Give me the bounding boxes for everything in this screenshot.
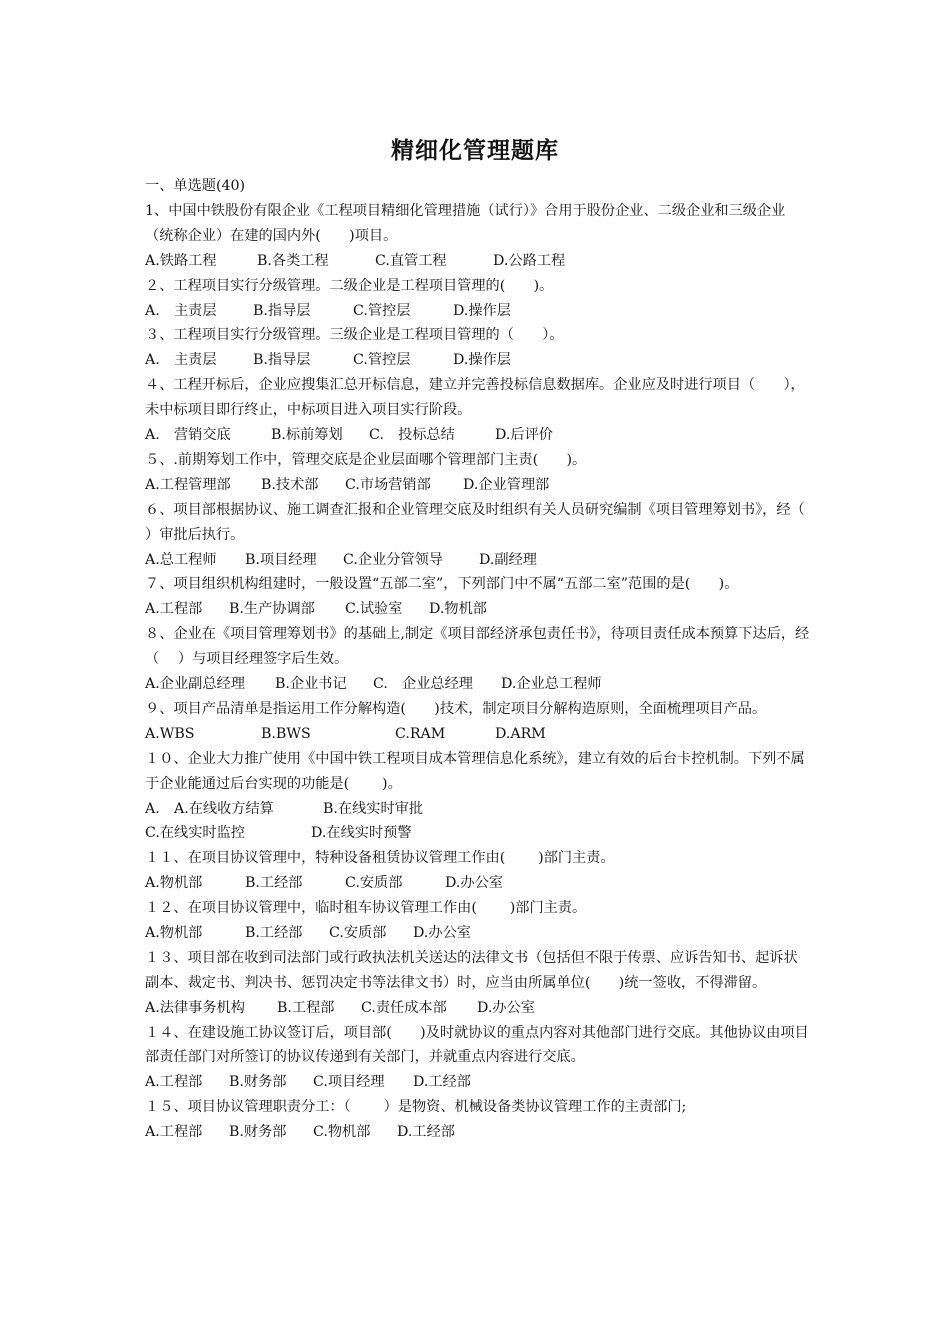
option: B.标前筹划	[271, 427, 343, 443]
question-options	[145, 548, 810, 573]
option: A.工程管理部	[145, 476, 231, 493]
option: B.BWS	[261, 725, 311, 742]
option: A.工程部	[145, 1124, 203, 1141]
question-options	[145, 821, 810, 846]
question-text: 1、中国中铁股份有限企业《工程项目精细化管理措施（试行）》合用于股份企业、二级企业和三级企业（统称企业）在建的国内外( )项目。	[145, 202, 786, 244]
question-list	[145, 174, 824, 1145]
option: A. 主责层	[145, 302, 217, 319]
option: D.企业总工程师	[501, 676, 602, 692]
question-text: １０、企业大力推广使用《中国中铁工程项目成本管理信息化系统》，建立有效的后台卡控机制。下列不属于企业能通过后台实现的功能是( )。	[145, 750, 805, 792]
option: C.管控层	[353, 352, 411, 369]
option: D.操作层	[453, 352, 511, 369]
option: C.市场营销部	[345, 476, 431, 493]
option: D.操作层	[453, 302, 511, 319]
option: A.工程部	[145, 601, 203, 618]
option: D.物机部	[429, 601, 487, 618]
option: B.技术部	[261, 476, 319, 493]
option: B.企业书记	[275, 676, 347, 692]
option: B.指导层	[253, 352, 311, 369]
option: B.指导层	[253, 302, 311, 319]
option: D.办公室	[445, 875, 503, 892]
option: B.各类工程	[257, 252, 329, 269]
question-options	[145, 996, 810, 1021]
option: C.物机部	[313, 1124, 371, 1141]
question-text: １２、在项目协议管理中，临时租车协议管理工作由( )部门主责。	[145, 900, 587, 917]
option: A.工程部	[145, 1074, 203, 1091]
option: C.试验室	[345, 601, 403, 618]
question-options	[145, 299, 810, 324]
question-text: ５、.前期筹划工作中，管理交底是企业层面哪个管理部门主责( )。	[145, 451, 587, 468]
option: B.在线实时审批	[323, 800, 424, 817]
question-text: ９、项目产品清单是指运用工作分解构造( )技术，制定项目分解构造原则，全面梳理项目产品。	[145, 700, 767, 717]
option: A.铁路工程	[145, 252, 217, 269]
option: D.在线实时预警	[311, 825, 412, 842]
question-text: １４、在建设施工协议签订后，项目部( )及时就协议的重点内容对其他部门进行交底。其他协议由项目部责任部门对所签订的协议传递到有关部门，并就重点内容进行交底。	[145, 1024, 809, 1066]
question-text: ７、项目组织机构组建时，一般设置“五部二室”，下列部门中不属“五部二室”范围的是( )。	[145, 576, 739, 593]
document-title: 精细化管理题库	[391, 138, 559, 164]
option: C.管控层	[353, 302, 411, 319]
option: D.办公室	[477, 999, 535, 1016]
option: A. 营销交底	[145, 427, 231, 443]
option: A. 主责层	[145, 352, 217, 369]
option: C.项目经理	[313, 1074, 385, 1091]
option: C. 企业总经理	[373, 676, 473, 692]
option: C.责任成本部	[361, 999, 447, 1016]
option: B.生产协调部	[229, 601, 315, 618]
question-text: １３、项目部在收到司法部门或行政执法机关送达的法律文书（包括但不限于传票、应诉告知书、起诉状副本、裁定书、判决书、惩罚决定书等法律文书）时，应当由所属单位( )统一签收，不得滞留。	[145, 949, 798, 991]
question-text: ３、工程项目实行分级管理。三级企业是工程项目管理的（ ）。	[145, 327, 564, 344]
option: D.ARM	[495, 725, 546, 742]
question-text: １１、在项目协议管理中，特种设备租赁协议管理工作由( )部门主责。	[145, 850, 615, 867]
option: B.项目经理	[245, 551, 317, 568]
option: A.WBS	[145, 725, 195, 742]
option: C.RAM	[395, 725, 446, 742]
section-heading: 一、单选题(40)	[145, 178, 246, 194]
option: A.总工程师	[145, 551, 217, 568]
option: A.企业副总经理	[145, 676, 245, 692]
question-text: １５、项目协议管理职责分工：（ ）是物资、机械设备类协议管理工作的主责部门;	[145, 1099, 687, 1116]
option: C. 投标总结	[369, 427, 455, 443]
option: B.工经部	[245, 875, 303, 892]
option: C.企业分管领导	[343, 551, 443, 568]
option: A. A.在线收方结算	[145, 800, 274, 817]
option: C.直管工程	[375, 252, 447, 269]
option: A.物机部	[145, 875, 203, 892]
question-text: ６、项目部根据协议、施工调查汇报和企业管理交底及时组织有关人员研究编制《项目管理筹划书》，经（ ）审批后执行。	[145, 501, 824, 543]
question-text: ８、企业在《项目管理筹划书》的基础上,制定《项目部经济承包责任书》，待项目责任成本预算下达后，经（ ）与项目经理签字后生效。	[145, 626, 810, 668]
option: B.财务部	[229, 1074, 287, 1091]
option: C.安质部	[329, 924, 387, 941]
option: D.公路工程	[493, 252, 566, 269]
option: B.工经部	[245, 924, 303, 941]
question-options	[145, 871, 810, 896]
question-options	[145, 348, 810, 373]
option: B.工程部	[277, 999, 335, 1016]
option: D.办公室	[413, 924, 471, 941]
question-options	[145, 473, 810, 498]
option: D.副经理	[479, 551, 537, 568]
question-options	[145, 1120, 810, 1145]
question-options	[145, 797, 810, 822]
question-options	[145, 249, 810, 274]
option: B.财务部	[229, 1124, 287, 1141]
option: A.物机部	[145, 924, 203, 941]
option: C.安质部	[345, 875, 403, 892]
option: D.工经部	[397, 1124, 455, 1141]
question-options	[145, 722, 810, 747]
question-text: ４、工程开标后，企业应搜集汇总开标信息，建立并完善投标信息数据库。企业应及时进行项目（ ），未中标项目即行终止，中标项目进入项目实行阶段。	[145, 377, 805, 419]
question-options	[145, 921, 810, 946]
question-options	[145, 423, 810, 448]
question-options	[145, 672, 810, 697]
question-options	[145, 1070, 810, 1095]
question-options	[145, 597, 810, 622]
option: D.企业管理部	[463, 476, 550, 493]
option: D.工经部	[413, 1074, 471, 1091]
option: C.在线实时监控	[145, 825, 245, 842]
option: D.后评价	[495, 427, 553, 443]
option: A.法律事务机构	[145, 999, 245, 1016]
question-text: ２、工程项目实行分级管理。二级企业是工程项目管理的( )。	[145, 277, 554, 294]
